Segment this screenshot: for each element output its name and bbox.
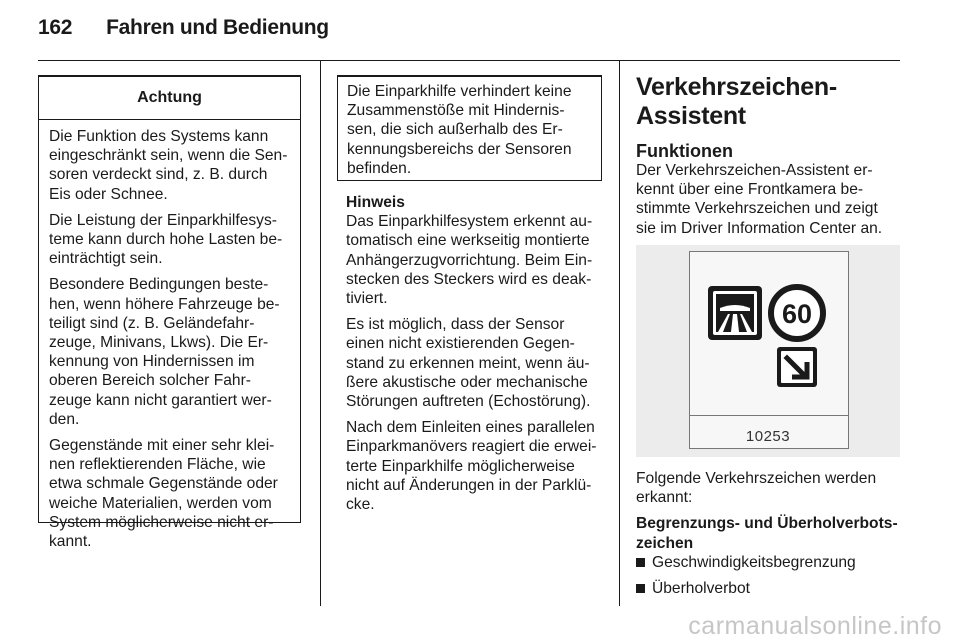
sign-category-title: Begrenzungs- und Überholverbots- zeichen: [636, 515, 898, 552]
traffic-sign-figure: [636, 245, 900, 457]
column-divider-left: [320, 60, 321, 606]
speed-limit-sign-icon: [771, 287, 823, 339]
driver-info-display: [689, 251, 849, 449]
page-header: [38, 16, 329, 50]
recognized-signs: [636, 469, 902, 605]
arrow-down-right-icon: [777, 347, 817, 387]
section-subtitle: Funktionen: [636, 141, 733, 161]
sign-list: [636, 553, 902, 598]
hint-title: Hinweis: [346, 194, 405, 211]
section-title: Verkehrszeichen- Assistent: [636, 73, 837, 130]
page-title: Fahren und Bedienung: [106, 16, 329, 39]
warning-paragraph: Die Leistung der Einparkhilfesys- teme kann durch hohe Lasten be- einträchtigt sein.: [49, 211, 283, 268]
motorway-sign-icon: [708, 286, 762, 340]
column-divider-right: [619, 60, 620, 606]
warning-heading: Achtung: [39, 77, 300, 120]
list-item: Überholverbot: [636, 579, 902, 598]
note-box: Die Einparkhilfe verhindert keine Zusammenstöße mit Hindernis- sen, die sich außerhalb des Er- kennungsbereichs der Sensoren befinden.: [337, 75, 602, 181]
hint-section: [346, 193, 604, 521]
warning-paragraph: Gegenstände mit einer sehr klei- nen reflektierenden Fläche, wie etwa schmale Gegenstände oder weiche Materialien, werden vom System möglicherweise nicht er- kannt.: [49, 437, 278, 551]
section-intro: Der Verkehrszeichen-Assistent er- kennt über eine Frontkamera be- stimmte Verkehrszeichen und zeigt sie im Driver Information Center an.: [636, 162, 883, 237]
page-number: 162: [38, 16, 73, 39]
warning-box: [38, 75, 301, 551]
warning-paragraph: Die Funktion des Systems kann eingeschränkt sein, wenn die Sen- soren verdeckt sind, z. B. durch Eis oder Schnee.: [49, 128, 288, 203]
hint-paragraph: Es ist möglich, dass der Sensor einen nicht existierenden Gegen- stand zu erkennen meint, wenn äu- ßere akustische oder mechanische Störungen auftreten (Echostörung).: [346, 316, 591, 411]
header-divider: [38, 60, 900, 61]
warning-body: [39, 120, 300, 551]
warning-paragraph: Besondere Bedingungen beste- hen, wenn höhere Fahrzeuge be- teiligt sind (z. B. Geländefahr- zeuge, Minivans, Lkws). Die Er- kennung von Hindernissen im oberen Bereich solcher Fahr- zeuge kann nicht garantiert wer- den.: [49, 276, 280, 428]
bullet-square-icon: [636, 558, 645, 567]
traffic-sign-section: [636, 73, 902, 245]
hint-paragraph: Nach dem Einleiten eines parallelen Einparkmanövers reagiert die erwei- terte Einparkhilfe möglicherweise nicht auf Änderungen in der Parklü- cke.: [346, 419, 597, 514]
list-item: Geschwindigkeitsbegrenzung: [636, 553, 902, 572]
bullet-square-icon: [636, 584, 645, 593]
figure-caption-divider: [689, 415, 849, 416]
hint-paragraph: Das Einparkhilfesystem erkennt au- tomatisch eine werkseitig montierte Anhängerzugvorrichtung. Beim Ein- stecken des Steckers wird es deak- tiviert.: [346, 213, 593, 308]
figure-code: 10253: [745, 428, 791, 445]
watermark: carmanualsonline.info: [688, 612, 942, 640]
speed-limit-value: 60: [781, 299, 813, 329]
recognized-intro: Folgende Verkehrszeichen werden erkannt:: [636, 470, 877, 507]
